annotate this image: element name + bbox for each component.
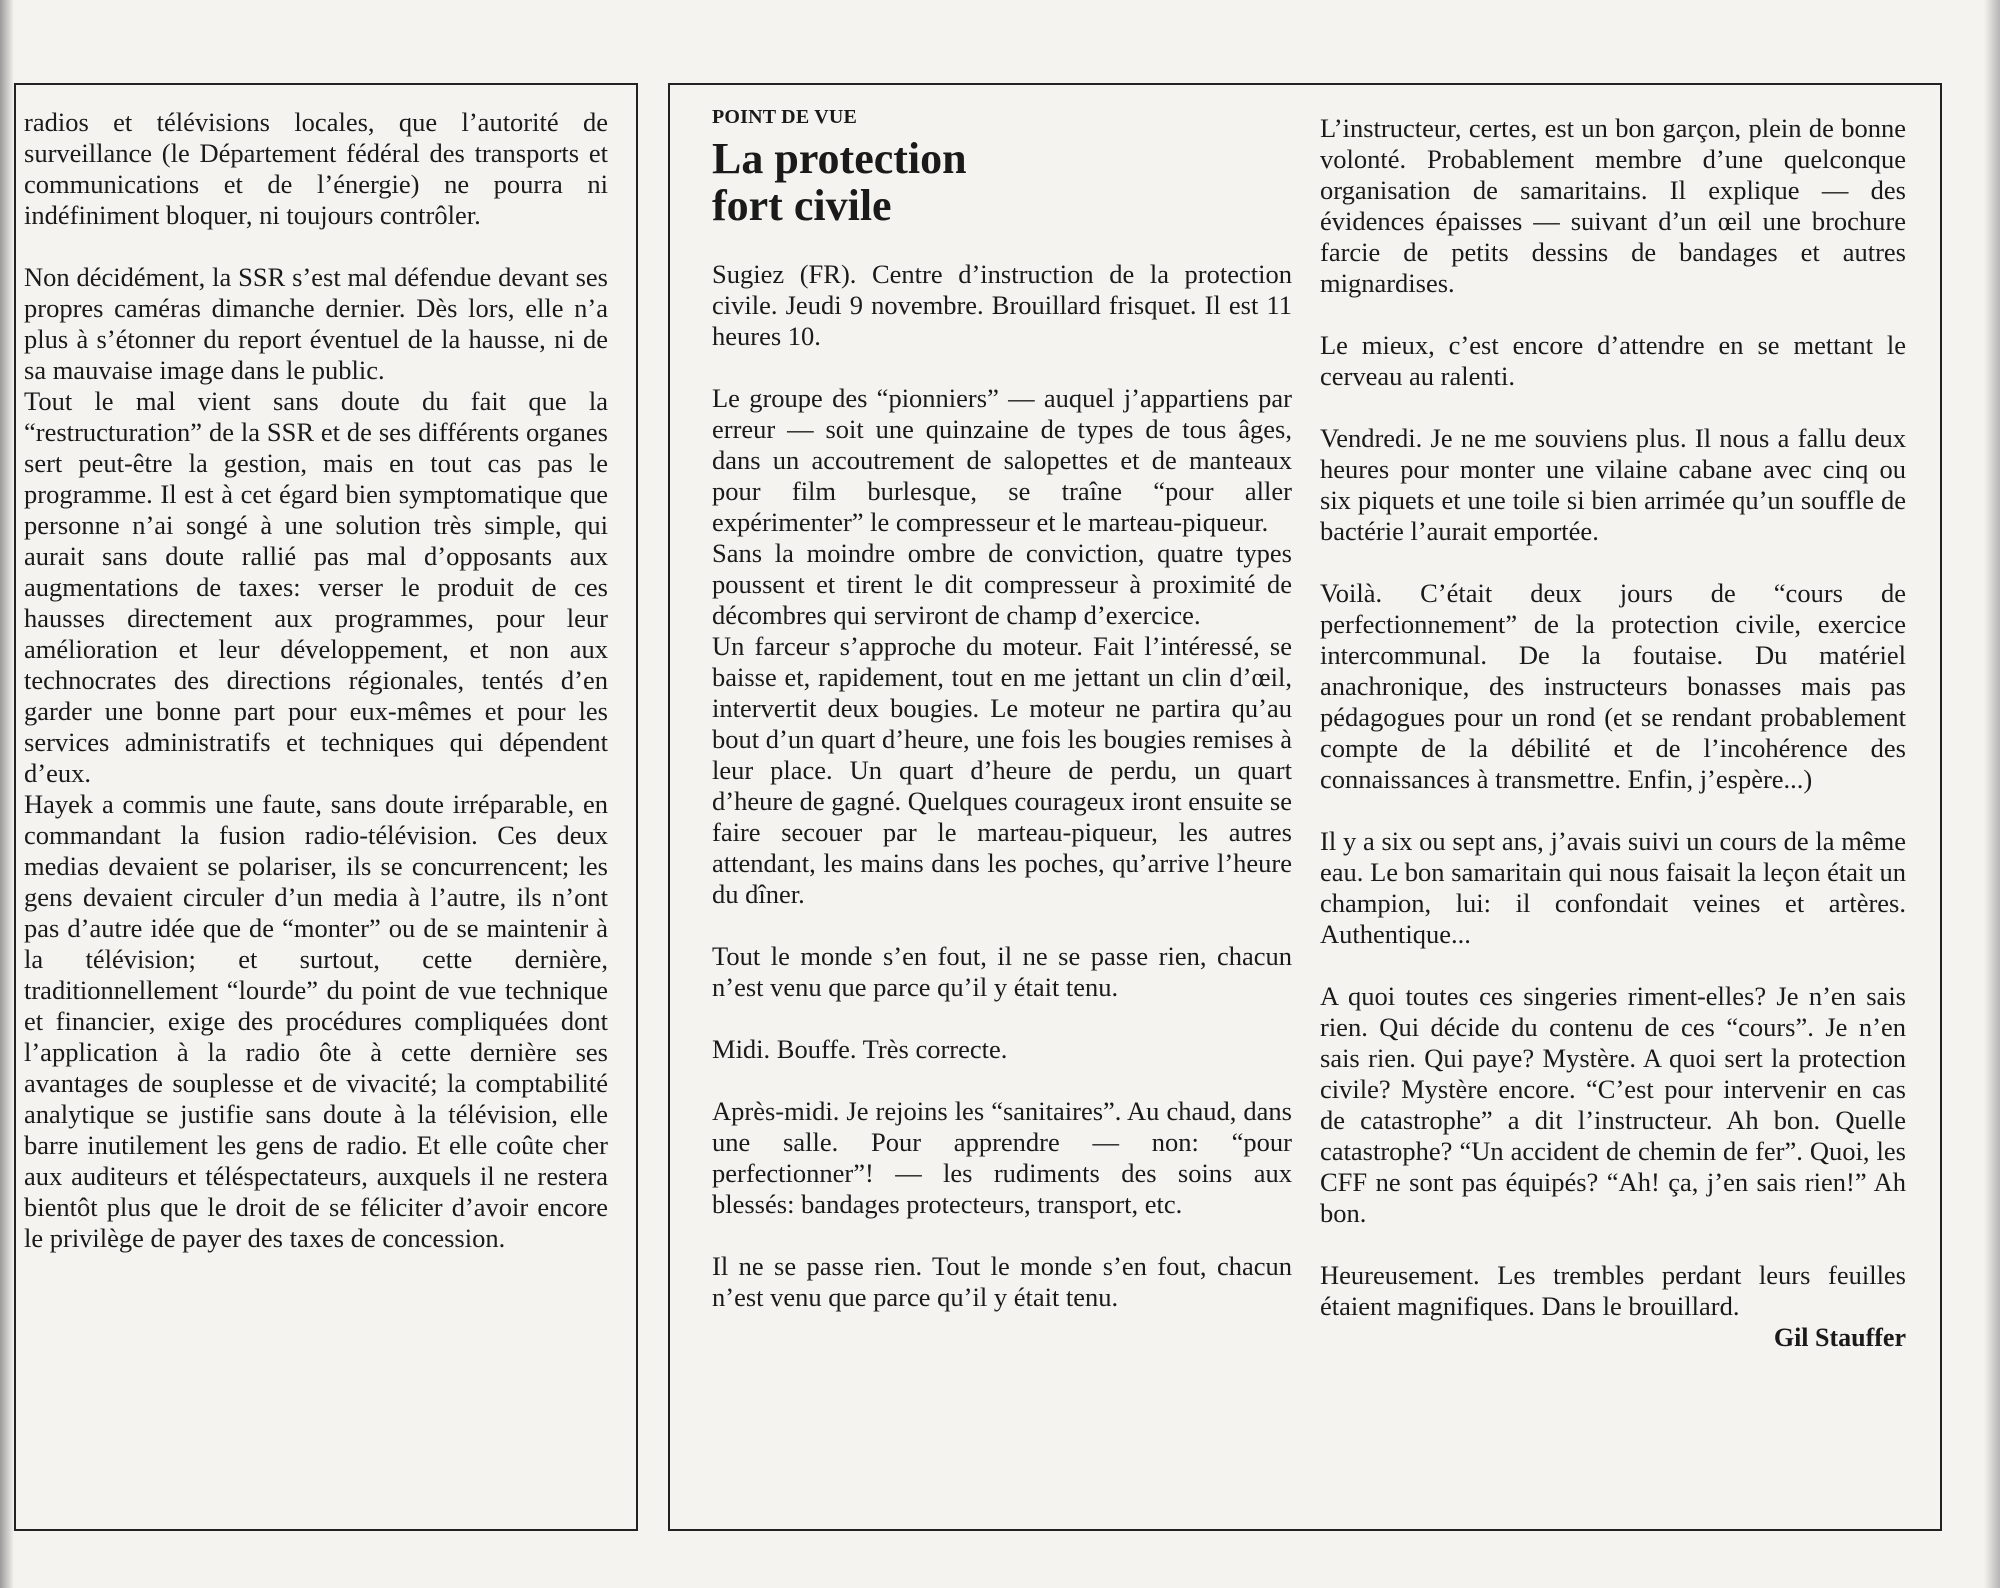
article-paragraph: Voilà. C’était deux jours de “cours de perfectionnement” de la protection civile, exercice intercommunal. De la foutaise. Du matériel anachronique, des instructeurs bonasses mais pas pédagogues pour un rond (et se rendant probablement compte de la débilité et de l’incohérence des connaissances à transmettre. Enfin, j’espère...) (1320, 578, 1906, 794)
article-column-2 (1320, 113, 1906, 1353)
article-paragraph: A quoi toutes ces singeries riment-elles? Je n’en sais rien. Qui décide du contenu de ces “cours”. Je n’en sais rien. Qui paye? Mystère. A quoi sert la protection civile? Mystère encore. “C’est pour intervenir en cas de catastrophe” a dit l’instructeur. Ah bon. Quelle catastrophe? “Un accident de chemin de fer”. Quoi, les CFF ne sont pas équipés? “Ah! ça, j’en sais rien!” Ah bon. (1320, 981, 1906, 1228)
point-de-vue-article-box (668, 83, 1942, 1531)
page-edge-left (0, 0, 14, 1588)
article-kicker: POINT DE VUE (712, 106, 858, 128)
author-signature: Gil Stauffer (1773, 1323, 1906, 1352)
article-paragraph: Sans la moindre ombre de conviction, quatre types poussent et tirent le dit compresseur à proximité de décombres qui serviront de champ d’exercice. (712, 538, 1292, 630)
article-column-1 (712, 105, 1292, 1313)
headline-line-2: fort civile (712, 181, 892, 230)
page-edge-right (1984, 0, 2000, 1588)
article-headline (712, 135, 1292, 229)
article-paragraph: Tout le monde s’en fout, il ne se passe rien, chacun n’est venu que parce qu’il y était tenu. (712, 941, 1292, 1002)
left-paragraph: radios et télévisions locales, que l’autorité de surveillance (le Département fédéral des transports et communications et de l’énergie) ne pourra ni indéfiniment bloquer, ni toujours contrôler. (24, 107, 608, 230)
article-paragraph: Heureusement. Les trembles perdant leurs feuilles étaient magnifiques. Dans le brouillard. (1320, 1260, 1906, 1321)
article-paragraph: Le mieux, c’est encore d’attendre en se mettant le cerveau au ralenti. (1320, 330, 1906, 391)
article-paragraph: Il y a six ou sept ans, j’avais suivi un cours de la même eau. Le bon samaritain qui nous faisait la leçon était un champion, lui: il confondait veines et artères. Authentique... (1320, 826, 1906, 949)
article-paragraph: Vendredi. Je ne me souviens plus. Il nous a fallu deux heures pour monter une vilaine cabane avec cinq ou six piquets et une toile si bien arrimée qu’un souffle de bactérie l’aurait emportée. (1320, 423, 1906, 546)
article-paragraph: Après-midi. Je rejoins les “sanitaires”. Au chaud, dans une salle. Pour apprendre — non: “pour perfectionner”! — les rudiments des soins aux blessés: bandages protecteurs, transport, etc. (712, 1096, 1292, 1219)
article-paragraph: Le groupe des “pionniers” — auquel j’appartiens par erreur — soit une quinzaine de types de tous âges, dans un accoutrement de salopettes et de manteaux pour film burlesque, se traîne “pour aller expérimenter” le compresseur et le marteau-piqueur. (712, 383, 1292, 537)
left-paragraph: Tout le mal vient sans doute du fait que la “restructuration” de la SSR et de ses différents organes sert peut-être la gestion, mais en tout cas pas le programme. Il est à cet égard bien symptomatique que personne n’ai songé à une solution très simple, qui aurait sans doute rallié pas mal d’opposants aux augmentations de taxes: verser le produit de ces hausses directement aux programmes, pour leur amélioration et leur développement, et non aux technocrates des directions régionales, tentés d’en garder une bonne part pour eux-mêmes et pour les services administratifs et techniques qui dépendent d’eux. (24, 386, 608, 788)
article-paragraph: Sugiez (FR). Centre d’instruction de la protection civile. Jeudi 9 novembre. Brouillard frisquet. Il est 11 heures 10. (712, 259, 1292, 351)
article-paragraph: L’instructeur, certes, est un bon garçon, plein de bonne volonté. Probablement membre d’une quelconque organisation de samaritains. Il explique — des évidences épaisses — suivant d’un œil une brochure farcie de petits dessins de bandages et autres mignardises. (1320, 113, 1906, 298)
article-paragraph: Un farceur s’approche du moteur. Fait l’intéressé, se baisse et, rapidement, tout en me jettant un clin d’œil, intervertit deux bougies. Le moteur ne partira qu’au bout d’un quart d’heure, une fois les bougies remises à leur place. Un quart d’heure de perdu, un quart d’heure de gagné. Quelques courageux iront ensuite se faire secouer par le marteau-piqueur, les autres attendant, les mains dans les poches, qu’arrive l’heure du dîner. (712, 631, 1292, 909)
headline-line-1: La protection (712, 134, 967, 183)
left-paragraph: Non décidément, la SSR s’est mal défendue devant ses propres caméras dimanche dernier. Dès lors, elle n’a plus à s’étonner du report éventuel de la hausse, ni de sa mauvaise image dans le public. (24, 262, 608, 385)
left-paragraph: Hayek a commis une faute, sans doute irréparable, en commandant la fusion radio-télévision. Ces deux medias devaient se polariser, ils se concurrencent; les gens devaient circuler d’un media à l’autre, ils n’ont pas d’autre idée que de “monter” ou de se maintenir à la télévision; et surtout, cette dernière, traditionnellement “lourde” du point de vue technique et financier, exige des procédures compliquées dont l’application à la radio ôte à cette dernière ses avantages de souplesse et de vivacité; la comptabilité analytique se justifie sans doute à la télévision, elle barre inutilement les gens de radio. Et elle coûte cher aux auditeurs et téléspectateurs, auxquels il ne restera bientôt plus que le droit de se féliciter d’avoir encore le privilège de payer des taxes de concession. (24, 789, 608, 1253)
left-article-text (24, 107, 608, 1254)
article-paragraph: Il ne se passe rien. Tout le monde s’en fout, chacun n’est venu que parce qu’il y était tenu. (712, 1251, 1292, 1312)
left-article-box (14, 83, 638, 1531)
article-paragraph: Midi. Bouffe. Très correcte. (712, 1034, 1008, 1064)
